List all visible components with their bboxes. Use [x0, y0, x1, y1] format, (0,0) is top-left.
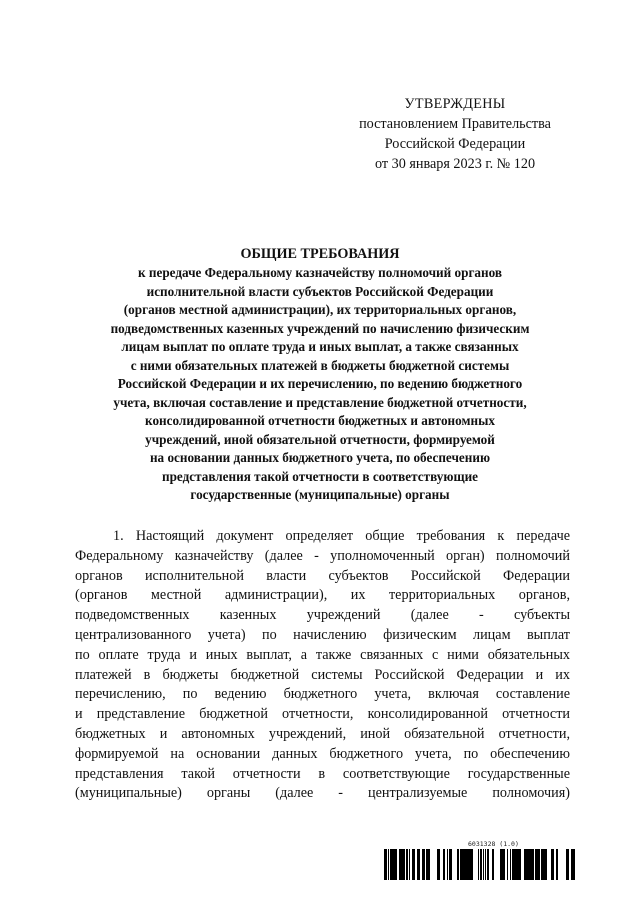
subtitle-line: учета, включая составление и представление бюджетной отчетности,	[113, 394, 527, 410]
barcode-bar	[409, 849, 410, 880]
subtitle-line: (органов местной администрации), их территориальных органов,	[123, 302, 517, 317]
barcode-bar	[462, 849, 463, 880]
barcode-bar	[572, 849, 574, 880]
approval-line-1: постановлением Правительства	[359, 116, 551, 132]
subtitle-line: представления такой отчетности в соответствующие	[161, 468, 479, 484]
barcode-bar	[556, 849, 557, 880]
document-subtitle	[40, 264, 600, 505]
barcode-bar	[444, 849, 445, 880]
barcode-bar	[574, 849, 575, 880]
barcode-bar	[545, 849, 547, 880]
subtitle-line: консолидированной отчетности бюджетных и автономных	[145, 413, 495, 428]
barcode-bar	[557, 849, 558, 880]
barcode-bar	[428, 849, 430, 880]
barcode-bar	[543, 849, 544, 880]
barcode-bar	[384, 849, 385, 880]
approval-heading: УТВЕРЖДЕНЫ	[404, 96, 506, 112]
barcode-bar	[413, 849, 415, 880]
barcode-bar	[483, 849, 484, 880]
barcode-bar	[520, 849, 521, 880]
body-line: подведомственных казенных учреждений (далее - субъекты	[75, 607, 570, 624]
barcode-bar	[417, 849, 418, 880]
barcode-bar	[457, 849, 458, 880]
barcode-caption: 6031328 (1.0)	[468, 840, 519, 848]
barcode-bar	[527, 849, 528, 880]
barcode-bar	[541, 849, 543, 880]
barcode-bar	[468, 849, 469, 880]
body-line: представления такой отчетности в соответствующие государственные	[75, 765, 570, 782]
barcode-bar	[487, 849, 489, 880]
barcode-bar	[531, 849, 532, 880]
body-line: формируемой на основании данных бюджетного учета, по обеспечению	[75, 745, 570, 762]
barcode-bar	[517, 849, 518, 880]
body-line: и представление бюджетной отчетности, консолидированной отчетности	[75, 706, 570, 723]
barcode-bar	[485, 849, 486, 880]
barcode-bar	[518, 849, 520, 880]
subtitle-line: к передаче Федеральному казначейству полномочий органов	[137, 265, 503, 280]
barcode-bar	[385, 849, 386, 880]
barcode-bar	[507, 849, 508, 880]
barcode-bar	[539, 849, 540, 880]
barcode-bar	[466, 849, 468, 880]
barcode-bar	[451, 849, 452, 880]
barcode-bar	[403, 849, 405, 880]
body-line: (органов местной администрации), их территориальных органов,	[75, 587, 570, 604]
subtitle-line: на основании данных бюджетного учета, по обеспечению	[149, 450, 491, 465]
barcode-bar	[492, 849, 494, 880]
body-line: перечислению, по ведению бюджетного учета, включая составление	[75, 686, 570, 703]
barcode-bar	[567, 849, 568, 880]
barcode-bar	[551, 849, 553, 880]
barcode-bar	[406, 849, 407, 880]
barcode-bar	[566, 849, 567, 880]
body-line: (муниципальные) органы (далее - централизуемые полномочия)	[75, 785, 570, 802]
barcode-bar	[400, 849, 402, 880]
barcode-bar	[535, 849, 536, 880]
barcode-bar	[512, 849, 514, 880]
barcode-bar	[516, 849, 517, 880]
subtitle-line: подведомственных казенных учреждений по начислению физическим	[110, 320, 530, 336]
barcode-bar	[422, 849, 424, 880]
barcode-bar	[503, 849, 505, 880]
barcode-bar	[460, 849, 462, 880]
body-line: платежей в бюджеты бюджетной системы Российской Федерации и их	[75, 666, 570, 683]
barcode-bar	[544, 849, 545, 880]
body-line: 1. Настоящий документ определяет общие требования к передаче	[113, 528, 570, 544]
approval-stamp	[340, 94, 570, 174]
barcode-bar	[524, 849, 525, 880]
barcode-bar	[439, 849, 440, 880]
barcode-bar	[532, 849, 533, 880]
barcode-bar	[480, 849, 481, 880]
barcode-bar	[449, 849, 451, 880]
barcode-bar	[443, 849, 444, 880]
subtitle-line: лицам выплат по оплате труда и иных выплат, а также связанных	[121, 339, 519, 354]
subtitle-line: государственные (муниципальные) органы	[190, 487, 450, 502]
body-paragraph	[75, 527, 570, 804]
barcode-bar	[390, 849, 392, 880]
barcode-bar	[464, 849, 465, 880]
body-line: по оплате труда и иных выплат, а также связанных с ними обязательных	[75, 646, 570, 663]
barcode-bar	[402, 849, 403, 880]
barcode-bar	[437, 849, 438, 880]
barcode-bar	[399, 849, 400, 880]
barcode-bar	[510, 849, 511, 880]
barcode-bar	[525, 849, 527, 880]
barcode-bar	[395, 849, 396, 880]
body-line: органов исполнительной власти субъектов Российской Федерации	[75, 567, 570, 584]
barcode-bar	[412, 849, 413, 880]
barcode-bar	[533, 849, 534, 880]
barcode-bar	[447, 849, 448, 880]
subtitle-line: Российской Федерации и их перечислению, по ведению бюджетного	[117, 376, 523, 391]
subtitle-line: учреждений, иной обязательной отчетности, формируемой	[145, 431, 495, 447]
barcode-bar	[481, 849, 482, 880]
barcode-bar	[501, 849, 503, 880]
barcode-bar	[419, 849, 420, 880]
barcode-bar	[471, 849, 472, 880]
barcode-bar	[424, 849, 425, 880]
barcode-bar	[530, 849, 531, 880]
barcode-bar	[465, 849, 466, 880]
barcode-bar	[418, 849, 419, 880]
barcode-bar	[528, 849, 530, 880]
barcode-bar	[458, 849, 459, 880]
barcode-bar	[469, 849, 471, 880]
barcode-bar	[393, 849, 395, 880]
barcode-bar	[427, 849, 428, 880]
barcode-bar	[463, 849, 464, 880]
barcode-bar	[478, 849, 479, 880]
body-line: бюджетных и автономных учреждений, иной обязательной отчетности,	[75, 725, 570, 742]
barcode-bar	[407, 849, 408, 880]
barcode-bar	[568, 849, 569, 880]
barcode-bar	[426, 849, 427, 880]
barcode-bar	[472, 849, 473, 880]
barcode-bar	[438, 849, 439, 880]
barcode-bar	[536, 849, 538, 880]
subtitle-line: исполнительной власти субъектов Российской Федерации	[146, 283, 494, 299]
approval-line-2: Российской Федерации	[384, 136, 526, 152]
barcode-bar	[538, 849, 539, 880]
barcode-bar	[388, 849, 389, 880]
barcode-bar	[514, 849, 516, 880]
body-line: централизованного учета) по начислению физическим лицам выплат	[75, 626, 570, 643]
barcode-bar	[386, 849, 387, 880]
barcode-bar	[553, 849, 554, 880]
barcode-bar	[571, 849, 572, 880]
barcode-bar	[396, 849, 397, 880]
barcode-bar	[392, 849, 393, 880]
barcode	[384, 840, 580, 882]
document-title: ОБЩИЕ ТРЕБОВАНИЯ	[240, 246, 400, 262]
barcode-image	[384, 849, 580, 880]
body-line: Федеральному казначейству (далее - уполномоченный орган) полномочий	[75, 547, 570, 564]
subtitle-line: с ними обязательных платежей в бюджеты бюджетной системы	[130, 357, 510, 373]
approval-line-3: от 30 января 2023 г. № 120	[374, 156, 536, 172]
barcode-bar	[500, 849, 501, 880]
